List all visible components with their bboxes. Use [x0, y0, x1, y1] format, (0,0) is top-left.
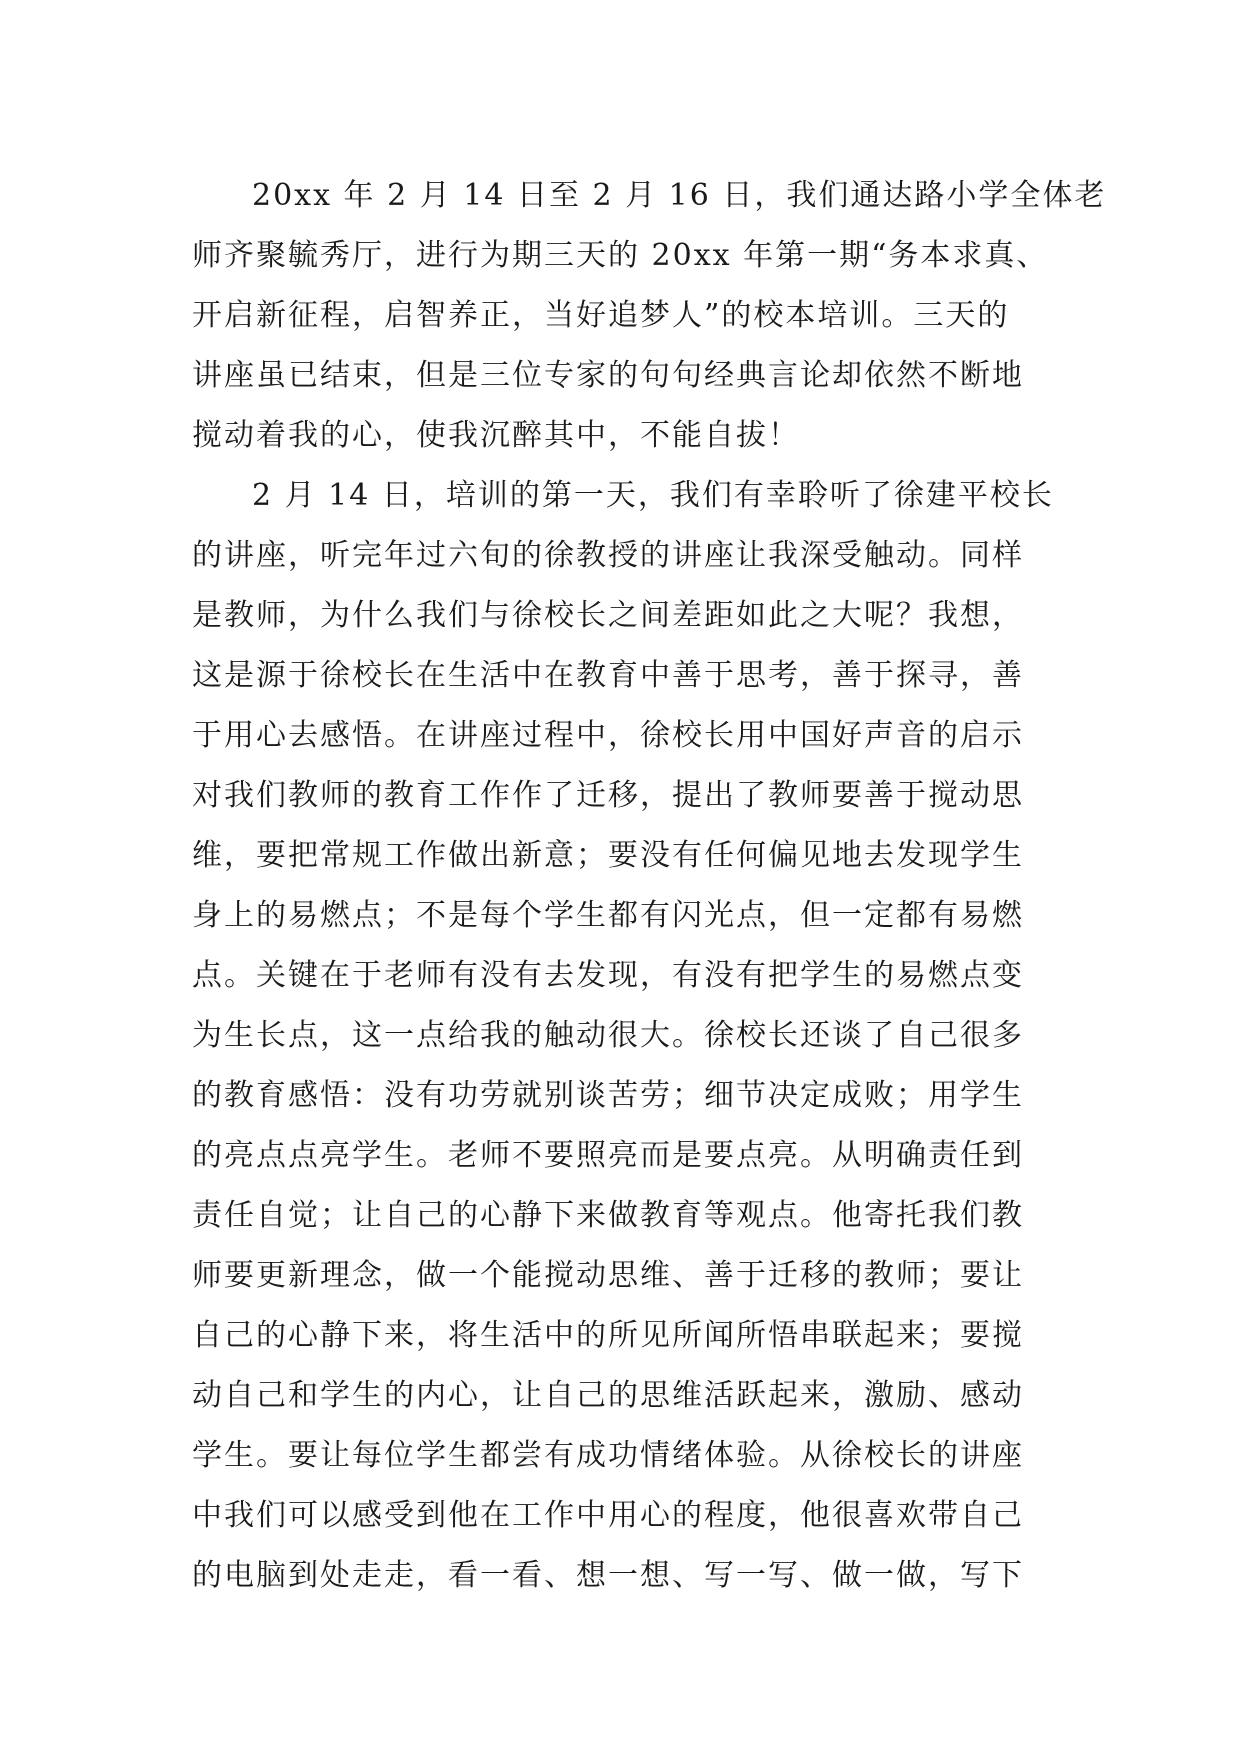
paragraph-line: 这是源于徐校长在生活中在教育中善于思考，善于探寻，善: [192, 658, 1024, 693]
paragraph-line: 动自己和学生的内心，让自己的思维活跃起来，激励、感动: [192, 1378, 1024, 1413]
paragraph-line: 对我们教师的教育工作作了迁移，提出了教师要善于搅动思: [192, 778, 1024, 813]
paragraph-line: 为生长点，这一点给我的触动很大。徐校长还谈了自己很多: [192, 1018, 1024, 1053]
paragraph-line: 的讲座，听完年过六旬的徐教授的讲座让我深受触动。同样: [192, 538, 1024, 573]
paragraph-line: 于用心去感悟。在讲座过程中，徐校长用中国好声音的启示: [192, 718, 1024, 753]
paragraph-line: 的教育感悟：没有功劳就别谈苦劳；细节决定成败；用学生: [192, 1078, 1024, 1113]
paragraph-line: 搅动着我的心，使我沉醉其中，不能自拔！: [192, 418, 800, 453]
paragraph-line: 20xx 年 2 月 14 日至 2 月 16 日，我们通达路小学全体老: [252, 178, 1107, 213]
paragraph-line: 责任自觉；让自己的心静下来做教育等观点。他寄托我们教: [192, 1198, 1024, 1233]
paragraph-line: 自己的心静下来，将生活中的所见所闻所悟串联起来；要搅: [192, 1318, 1024, 1353]
paragraph-line: 师要更新理念，做一个能搅动思维、善于迁移的教师；要让: [192, 1258, 1024, 1293]
paragraph-2: [192, 466, 1072, 1606]
document-body: [192, 166, 1107, 1606]
paragraph-line: 2 月 14 日，培训的第一天，我们有幸聆听了徐建平校长: [252, 478, 1054, 513]
paragraph-line: 维，要把常规工作做出新意；要没有任何偏见地去发现学生: [192, 838, 1024, 873]
paragraph-line: 的电脑到处走走，看一看、想一想、写一写、做一做，写下: [192, 1558, 1024, 1593]
paragraph-line: 学生。要让每位学生都尝有成功情绪体验。从徐校长的讲座: [192, 1438, 1024, 1473]
paragraph-line: 身上的易燃点；不是每个学生都有闪光点，但一定都有易燃: [192, 898, 1024, 933]
paragraph-1: [192, 166, 1107, 466]
paragraph-line: 的亮点点亮学生。老师不要照亮而是要点亮。从明确责任到: [192, 1138, 1024, 1173]
paragraph-line: 讲座虽已结束，但是三位专家的句句经典言论却依然不断地: [192, 358, 1024, 393]
paragraph-line: 是教师，为什么我们与徐校长之间差距如此之大呢？我想，: [192, 598, 1024, 633]
paragraph-line: 点。关键在于老师有没有去发现，有没有把学生的易燃点变: [192, 958, 1024, 993]
paragraph-line: 师齐聚毓秀厅，进行为期三天的 20xx 年第一期“务本求真、: [192, 238, 1049, 273]
paragraph-line: 开启新征程，启智养正，当好追梦人”的校本培训。三天的: [192, 298, 1010, 333]
paragraph-line: 中我们可以感受到他在工作中用心的程度，他很喜欢带自己: [192, 1498, 1024, 1533]
